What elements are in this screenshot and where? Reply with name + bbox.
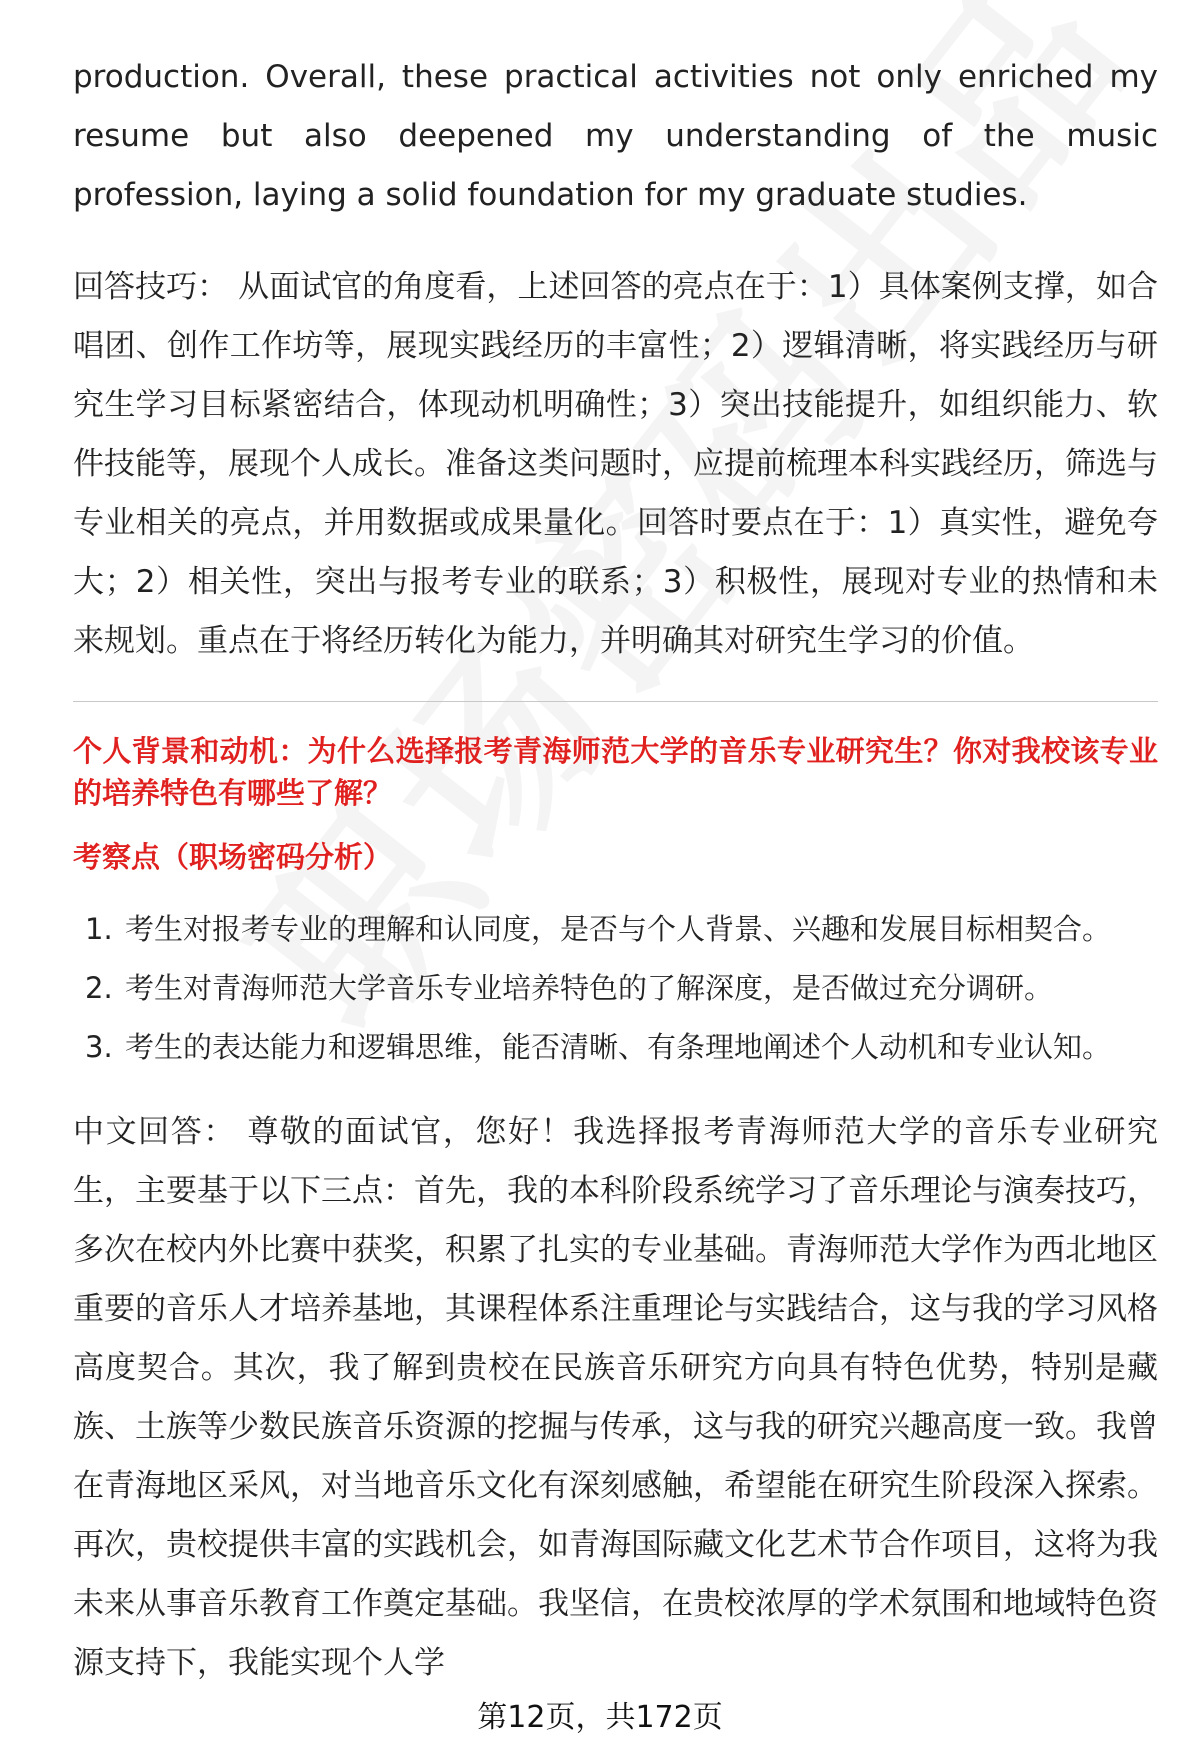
list-item xyxy=(73,959,1158,1018)
tips-paragraph: 回答技巧： 从面试官的角度看，上述回答的亮点在于：1）具体案例支撑，如合唱团、创作工作坊等，展现实践经历的丰富性；2）逻辑清晰，将实践经历与研究生学习目标紧密结合，体现动机明确性；3）突出技能提升，如组织能力、软件技能等，展现个人成长。准备这类问题时，应提前梳理本科实践经历，筛选与专业相关的亮点，并用数据或成果量化。回答时要点在于：1）真实性，避免夸大；2）相关性，突出与报考专业的联系；3）积极性，展现对专业的热情和未来规划。重点在于将经历转化为能力，并明确其对研究生学习的价值。 xyxy=(73,269,1158,659)
assessment-points-list xyxy=(73,900,1158,1077)
document-page xyxy=(73,48,1158,1693)
question-title: 个人背景和动机：为什么选择报考青海师范大学的音乐专业研究生？你对我校该专业的培养特色有哪些了解？ xyxy=(73,734,1158,810)
list-item-number: 3. xyxy=(85,1030,113,1064)
list-item-number: 2. xyxy=(85,971,113,1005)
section-divider xyxy=(73,701,1158,702)
answer-paragraph: 中文回答： 尊敬的面试官，您好！我选择报考青海师范大学的音乐专业研究生，主要基于以下三点：首先，我的本科阶段系统学习了音乐理论与演奏技巧，多次在校内外比赛中获奖，积累了扎实的专业基础。青海师范大学作为西北地区重要的音乐人才培养基地，其课程体系注重理论与实践结合，这与我的学习风格高度契合。其次，我了解到贵校在民族音乐研究方向具有特色优势，特别是藏族、土族等少数民族音乐资源的挖掘与传承，这与我的研究兴趣高度一致。我曾在青海地区采风，对当地音乐文化有深刻感触，希望能在研究生阶段深入探索。再次，贵校提供丰富的实践机会，如青海国际藏文化艺术节合作项目，这将为我未来从事音乐教育工作奠定基础。我坚信，在贵校浓厚的学术氛围和地域特色资源支持下，我能实现个人学 xyxy=(73,1114,1158,1681)
list-item-text: 考生的表达能力和逻辑思维，能否清晰、有条理地阐述个人动机和专业认知。 xyxy=(125,1030,1112,1064)
list-item-text: 考生对青海师范大学音乐专业培养特色的了解深度，是否做过充分调研。 xyxy=(125,971,1054,1005)
list-item-number: 1. xyxy=(85,912,113,946)
question-subtitle: 考察点（职场密码分析） xyxy=(73,840,393,874)
list-item xyxy=(73,900,1158,959)
page-number-footer: 第12页，共172页 xyxy=(477,1700,723,1735)
list-item xyxy=(73,1018,1158,1077)
list-item-text: 考生对报考专业的理解和认同度，是否与个人背景、兴趣和发展目标相契合。 xyxy=(125,912,1112,946)
intro-paragraph: production. Overall, these practical activities not only enriched my resume but also deepened my understanding of the music profession, laying a solid foundation for my graduate studies. xyxy=(73,59,1158,213)
